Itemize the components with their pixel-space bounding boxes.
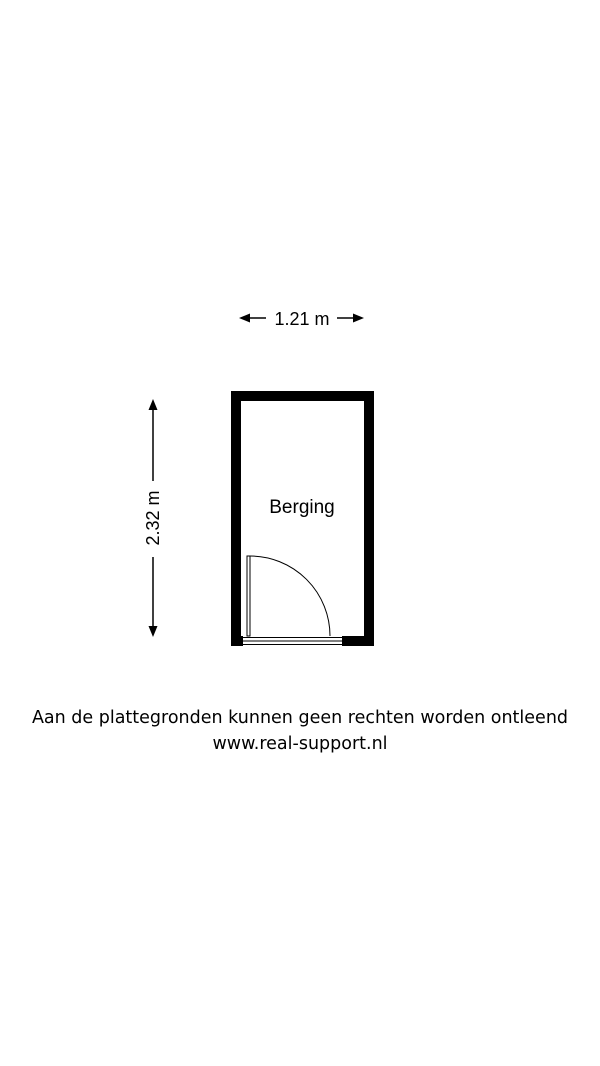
wall-bottom-left — [231, 636, 243, 646]
wall-top — [231, 391, 374, 401]
height-arrow-up-icon — [149, 399, 158, 410]
height-dimension — [143, 399, 163, 637]
width-arrow-left-icon — [239, 314, 250, 323]
width-arrow-right-icon — [353, 314, 364, 323]
door-threshold — [243, 638, 342, 645]
wall-left — [231, 391, 241, 646]
wall-bottom-right — [342, 636, 374, 646]
door-leaf — [247, 556, 250, 636]
height-arrow-down-icon — [149, 626, 158, 637]
height-dimension-label: 2.32 m — [143, 490, 163, 546]
room-label: Berging — [269, 497, 335, 518]
disclaimer-text: Aan de plattegronden kunnen geen rechten worden ontleend — [31, 708, 569, 728]
door-swing-arc — [250, 556, 330, 636]
wall-right — [364, 391, 374, 646]
width-dimension — [239, 309, 364, 329]
website-link[interactable]: www.real-support.nl — [212, 734, 388, 754]
room-walls — [231, 391, 374, 646]
door-swing — [247, 556, 330, 636]
width-dimension-label: 1.21 m — [274, 309, 330, 329]
